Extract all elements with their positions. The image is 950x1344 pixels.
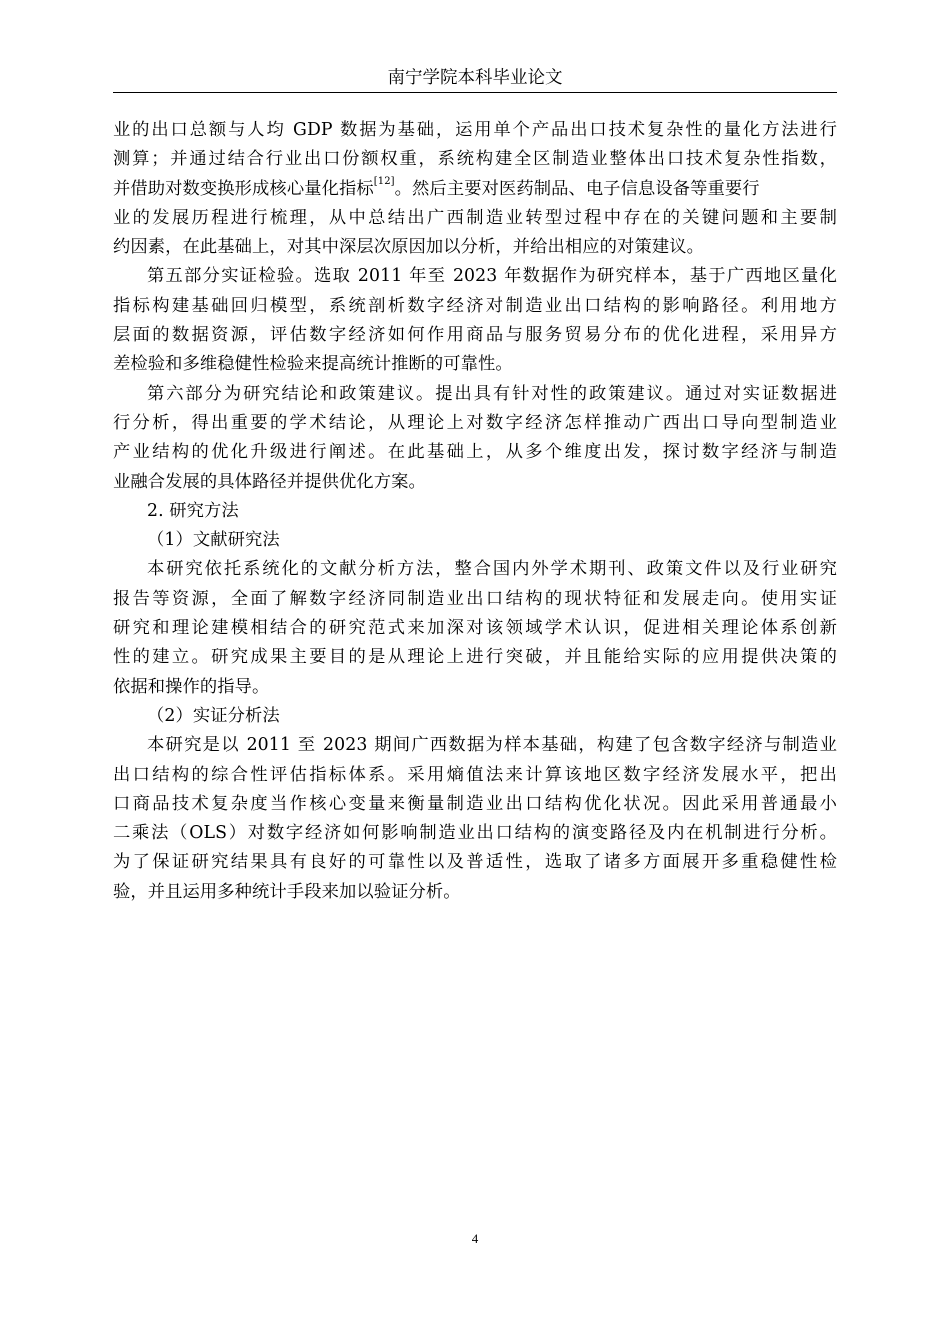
- text-line: 性的建立。研究成果主要目的是从理论上进行突破，并且能给实际的应用提供决策的: [113, 647, 837, 668]
- text-line: 行分析，得出重要的学术结论，从理论上对数字经济怎样推动广西出口导向型制造业: [113, 412, 837, 433]
- text-line: 为了保证研究结果具有良好的可靠性以及普适性，选取了诸多方面展开多重稳健性检: [113, 852, 837, 873]
- text-span: 。然后主要对医药制品、电子信息设备等重要行: [394, 178, 760, 199]
- text-line: 产业结构的优化升级进行阐述。在此基础上，从多个维度出发，探讨数字经济与制造: [113, 442, 837, 463]
- subsection-heading: （2）实证分析法: [147, 705, 280, 726]
- text-span: 并借助对数变换形成核心量化指标: [113, 178, 374, 199]
- text-line: 第六部分为研究结论和政策建议。提出具有针对性的政策建议。通过对实证数据进: [147, 383, 837, 404]
- text-line: 出口结构的综合性评估指标体系。采用熵值法来计算该地区数字经济发展水平，把出: [113, 764, 837, 785]
- text-line: 本研究依托系统化的文献分析方法，整合国内外学术期刊、政策文件以及行业研究: [147, 559, 837, 580]
- text-line: 业融合发展的具体路径并提供优化方案。: [113, 471, 426, 492]
- text-line: 业的发展历程进行梳理，从中总结出广西制造业转型过程中存在的关键问题和主要制: [113, 207, 837, 228]
- text-line: 依据和操作的指导。: [113, 676, 270, 697]
- text-line: 差检验和多维稳健性检验来提高统计推断的可靠性。: [113, 354, 513, 375]
- text-line: 二乘法（OLS）对数字经济如何影响制造业出口结构的演变路径及内在机制进行分析。: [113, 823, 837, 844]
- text-line: 业的出口总额与人均 GDP 数据为基础，运用单个产品出口技术复杂性的量化方法进行: [113, 120, 837, 140]
- text-line: 研究和理论建模相结合的研究范式来加深对该领域学术认识，促进相关理论体系创新: [113, 618, 837, 639]
- text-line: 本研究是以 2011 至 2023 期间广西数据为样本基础，构建了包含数字经济与制造业: [147, 735, 837, 756]
- citation-marker: [12]: [373, 175, 395, 187]
- text-line: 验，并且运用多种统计手段来加以验证分析。: [113, 881, 461, 902]
- text-line: 口商品技术复杂度当作核心变量来衡量制造业出口结构优化状况。因此采用普通最小: [113, 793, 837, 814]
- text-line: 指标构建基础回归模型，系统剖析数字经济对制造业出口结构的影响路径。利用地方: [113, 295, 837, 316]
- text-line: 约因素，在此基础上，对其中深层次原因加以分析，并给出相应的对策建议。: [113, 237, 704, 258]
- page-header: 南宁学院本科毕业论文: [387, 68, 563, 88]
- text-line: [113, 175, 837, 204]
- text-line: 报告等资源，全面了解数字经济同制造业出口结构的现状特征和发展走向。使用实证: [113, 588, 837, 609]
- section-heading: 2. 研究方法: [147, 500, 239, 521]
- text-line: 第五部分实证检验。选取 2011 年至 2023 年数据作为研究样本，基于广西地区量化: [147, 266, 837, 287]
- subsection-heading: （1）文献研究法: [147, 530, 280, 551]
- header-rule: [113, 92, 837, 93]
- page-number: 4: [471, 1231, 479, 1246]
- text-line: 测算；并通过结合行业出口份额权重，系统构建全区制造业整体出口技术复杂性指数，: [113, 149, 837, 170]
- body-text: [113, 116, 837, 907]
- text-line: 层面的数据资源，评估数字经济如何作用商品与服务贸易分布的优化进程，采用异方: [113, 325, 837, 346]
